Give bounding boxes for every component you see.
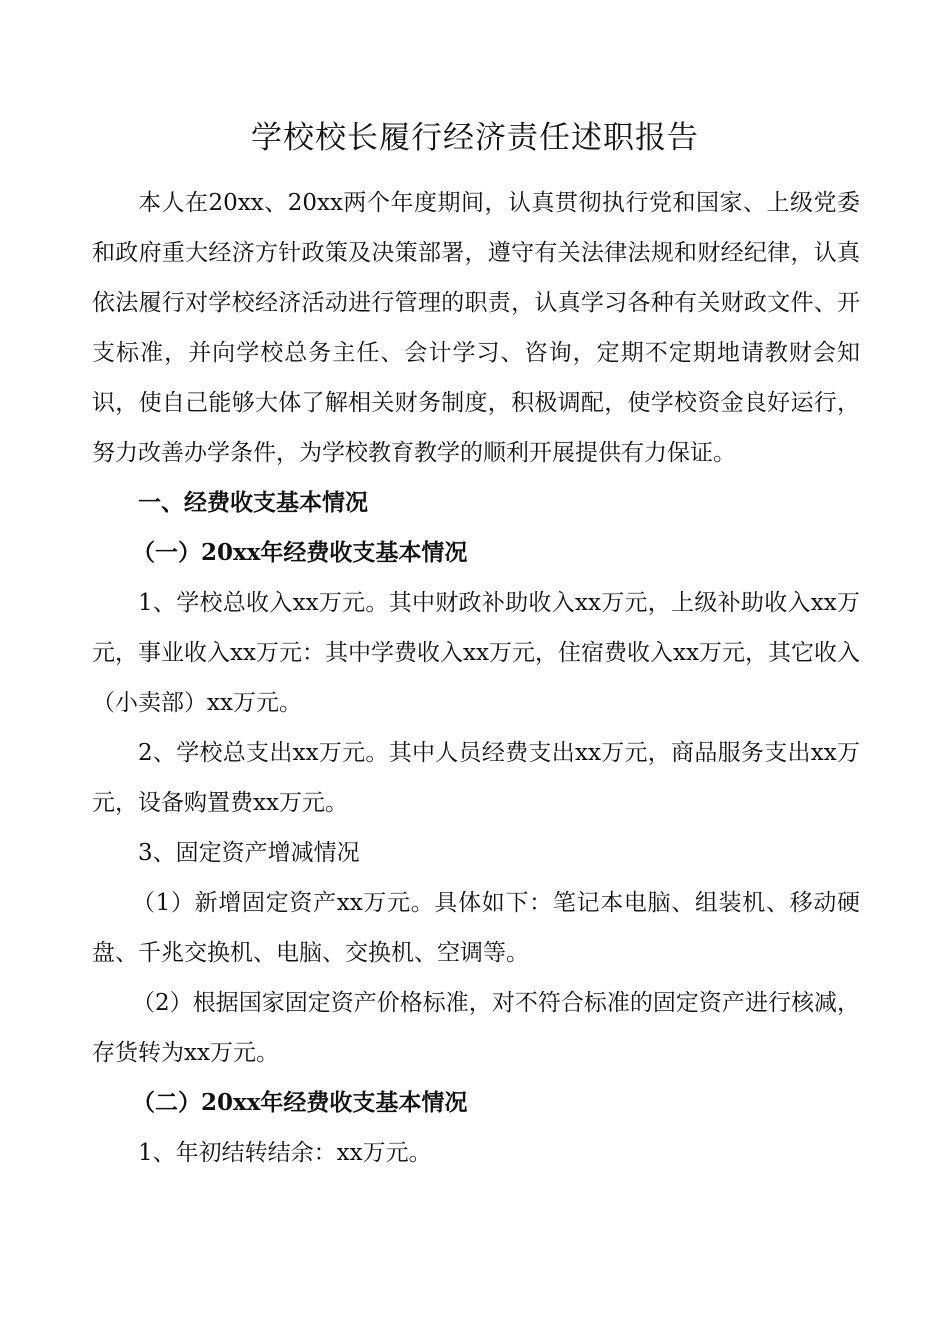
expenditure-paragraph: 2、学校总支出xx万元。其中人员经费支出xx万元，商品服务支出xx万元，设备购置费xx万元。 — [92, 740, 860, 816]
new-assets-paragraph: （1）新增固定资产xx万元。具体如下：笔记本电脑、组装机、移动硬盘、千兆交换机、电脑、交换机、空调等。 — [92, 890, 860, 966]
fixed-assets-heading: 3、固定资产增减情况 — [138, 840, 360, 866]
document-title: 学校校长履行经济责任述职报告 — [251, 120, 699, 156]
income-paragraph: 1、学校总收入xx万元。其中财政补助收入xx万元，上级补助收入xx万元，事业收入xx万元：其中学费收入xx万元，住宿费收入xx万元，其它收入（小卖部）xx万元。 — [92, 590, 860, 716]
intro-paragraph: 本人在20xx、20xx两个年度期间，认真贯彻执行党和国家、上级党委和政府重大经济方针政策及决策部署，遵守有关法律法规和财经纪律，认真依法履行对学校经济活动进行管理的职责，认真学习各种有关财政文件、开支标准，并向学校总务主任、会计学习、咨询，定期不定期地请教财会知识，使自己能够大体了解相关财务制度，积极调配，使学校资金良好运行，努力改善办学条件，为学校教育教学的顺利开展提供有力保证。 — [92, 190, 860, 466]
section-heading-1: 一、经费收支基本情况 — [138, 489, 368, 516]
document-body — [92, 178, 860, 1178]
subsection-heading-1: （一）20xx年经费收支基本情况 — [132, 539, 468, 566]
asset-reduction-paragraph: （2）根据国家固定资产价格标准，对不符合标准的固定资产进行核减，存货转为xx万元。 — [92, 990, 860, 1066]
carryover-paragraph: 1、年初结转结余：xx万元。 — [138, 1140, 432, 1166]
subsection-heading-2: （二）20xx年经费收支基本情况 — [132, 1089, 468, 1116]
